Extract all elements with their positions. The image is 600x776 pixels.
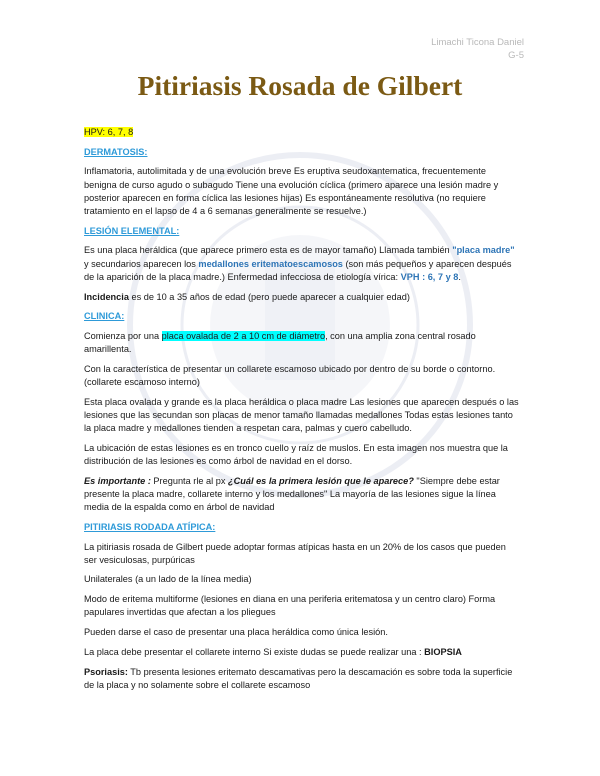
atipica-p2: Unilaterales (a un lado de la línea media) bbox=[84, 574, 252, 585]
clinica-p2: Con la característica de presentar un collarete escamoso ubicado por dentro de su borde o contorno. (collarete escamoso interno) bbox=[84, 363, 496, 388]
dermatosis-heading: DERMATOSIS: bbox=[84, 146, 148, 157]
lesion-heading: LESIÓN ELEMENTAL: bbox=[84, 225, 180, 236]
author-block bbox=[431, 36, 524, 62]
incidencia-text: Incidencia es de 10 a 35 años de edad (pero puede aparecer a cualquier edad) bbox=[84, 291, 410, 302]
page-title: Pitiriasis Rosada de Gilbert bbox=[137, 70, 463, 101]
author-group: G-5 bbox=[508, 50, 524, 61]
clinica-p3: Esta placa ovalada y grande es la placa heráldica o placa madre Las lesiones que aparecen después o las lesiones que las secundan son placas de menor tamaño llamadas medallones Todas estas lesiones tanto la placa madre y medallones tienden a respetan cara, palmas y cuero cabelludo. bbox=[84, 396, 519, 434]
atipica-p3: Modo de eritema multiforme (lesiones en diana en una periferia eritematosa y un centro claro) Forma papulares invertidas que afectan a los pliegues bbox=[84, 594, 496, 618]
atipica-p6: Psoriasis: Tb presenta lesiones eritemato descamativas pero la descamación es sobre toda la superficie de la placa y no solamente sobre el collarete escamoso bbox=[84, 666, 513, 690]
dermatosis-text: Inflamatoria, autolimitada y de una evolución breve Es eruptiva seudoxantematica, frecuentemente benigna de curso agudo o subagudo Tiene una evolución cíclica (primero aparece una lesión madre y posterior aparecen en forma cíclica las lesiones hijas) Es espontáneamente resolutiva (no requiere tratamiento en el lapso de 4 a 6 semanas generalmente se resuelve.) bbox=[84, 166, 499, 217]
clinica-heading: CLINICA: bbox=[84, 311, 125, 322]
clinica-p5: Es importante : Pregunta rle al px ¿Cuál es la primera lesión que le aparece? "Siempre debe estar presente la placa madre, collarete interno y los medallones" La mayoría de las lesiones sigue la línea media de la espalda como en árbol de navidad bbox=[84, 475, 500, 513]
atipica-p5: La placa debe presentar el collarete interno Si existe dudas se puede realizar una : BIOPSIA bbox=[84, 646, 462, 657]
clinica-p4: La ubicación de estas lesiones es en tronco cuello y raíz de muslos. En esta imagen nos muestra que la distribución de las lesiones es como árbol de navidad en el dorso. bbox=[84, 442, 508, 467]
author-name: Limachi Ticona Daniel bbox=[431, 37, 524, 48]
clinica-p1: Comienza por una placa ovalada de 2 a 10 cm de diámetro, con una amplia zona central rosado amarillenta. bbox=[84, 330, 476, 355]
atipica-heading: PITIRIASIS RODADA ATÍPICA: bbox=[84, 521, 216, 532]
atipica-p4: Pueden darse el caso de presentar una placa heráldica como única lesión. bbox=[84, 627, 388, 638]
hpv-highlight: HPV: 6, 7, 8 bbox=[84, 127, 134, 137]
document-body bbox=[84, 126, 520, 698]
atipica-p1: La pitiriasis rosada de Gilbert puede adoptar formas atípicas hasta en un 20% de los casos que pueden ser vesiculosas, purpúricas bbox=[84, 541, 506, 565]
hpv-line bbox=[84, 126, 520, 139]
lesion-text: Es una placa heráldica (que aparece primero esta es de mayor tamaño) Llamada también "placa madre" y secundarios aparecen los medallones eritematoescamosos (son más pequeños y aparecen después de la aparición de la placa madre.) Enfermedad infecciosa de etiología vírica: VPH : 6, 7 y 8. bbox=[84, 245, 515, 282]
